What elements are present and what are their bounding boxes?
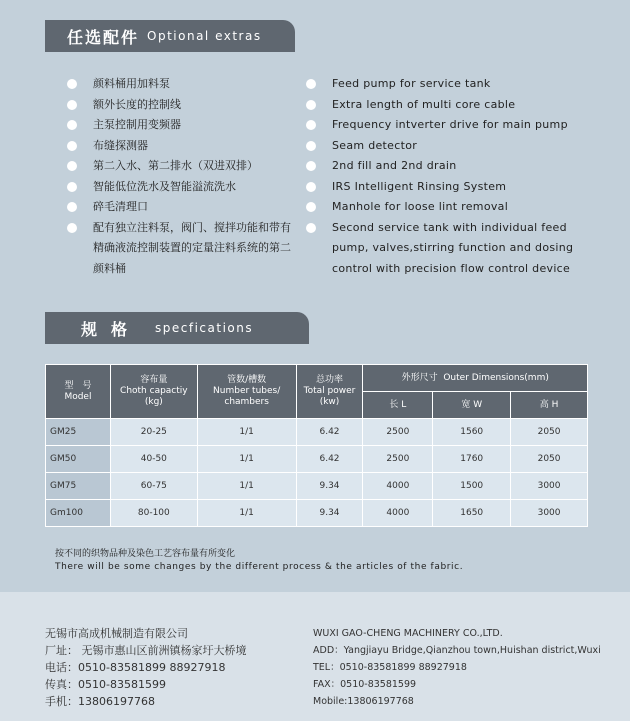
list-item: 2nd fill and 2nd drain xyxy=(306,156,606,177)
bullet-icon xyxy=(306,161,316,171)
spec-section-header xyxy=(45,312,309,344)
header-tubes: 管数/槽数 Number tubes/ chambers xyxy=(197,365,296,419)
extras-list-en xyxy=(306,74,606,279)
company-name-en: WUXI GAO-CHENG MACHINERY CO.,LTD. xyxy=(313,628,503,639)
extras-title-en: Optional extras xyxy=(147,29,262,43)
table-row: Gm100 80-100 1/1 9.34 4000 1650 3000 xyxy=(46,500,588,527)
header-width: 宽 W xyxy=(433,392,511,419)
list-item: 主泵控制用变频器 xyxy=(67,115,297,136)
bullet-icon xyxy=(67,100,77,110)
bullet-icon xyxy=(67,202,77,212)
bullet-icon xyxy=(67,161,77,171)
spec-table xyxy=(45,364,588,527)
spec-title-en: specfications xyxy=(155,321,254,335)
list-item: Seam detector xyxy=(306,136,606,157)
bullet-icon xyxy=(306,100,316,110)
header-power: 总功率 Total power (kw) xyxy=(296,365,363,419)
bullet-icon xyxy=(67,223,77,233)
fax-en: FAX：0510-83581599 xyxy=(313,679,417,690)
address-cn: 厂址： 无锡市惠山区前洲镇杨家圩大桥境 xyxy=(45,644,247,657)
spec-title-cn: 规格 xyxy=(81,319,142,339)
footer xyxy=(0,592,630,721)
header-height: 高 H xyxy=(511,392,588,419)
phone-en: TEL：0510-83581899 88927918 xyxy=(313,662,467,673)
bullet-icon xyxy=(306,182,316,192)
list-item: 第二入水、第二排水（双进双排） xyxy=(67,156,297,177)
list-item: IRS Intelligent Rinsing System xyxy=(306,177,606,198)
bullet-icon xyxy=(67,79,77,89)
table-row: GM75 60-75 1/1 9.34 4000 1500 3000 xyxy=(46,473,588,500)
bullet-icon xyxy=(306,223,316,233)
list-item: 额外长度的控制线 xyxy=(67,95,297,116)
address-en: ADD：Yangjiayu Bridge,Qianzhou town,Huishan district,Wuxi xyxy=(313,645,601,656)
extras-section-header xyxy=(45,20,295,52)
bullet-icon xyxy=(306,120,316,130)
bullet-icon xyxy=(306,141,316,151)
list-item: 颜料桶用加料泵 xyxy=(67,74,297,95)
note-cn: 按不同的织物品种及染色工艺容布量有所变化 xyxy=(55,549,236,559)
footer-contact-cn xyxy=(45,625,247,710)
bullet-icon xyxy=(306,202,316,212)
list-item: 配有独立注料泵，阀门、搅拌功能和带有精确液流控制装置的定量注料系统的第二颜料桶 xyxy=(67,218,297,280)
table-row: GM50 40-50 1/1 6.42 2500 1760 2050 xyxy=(46,446,588,473)
bullet-icon xyxy=(306,79,316,89)
list-item: 布缝探测器 xyxy=(67,136,297,157)
list-item: Manhole for loose lint removal xyxy=(306,197,606,218)
company-name-cn: 无锡市高成机械制造有限公司 xyxy=(45,627,188,640)
mobile-cn: 手机：13806197768 xyxy=(45,695,155,708)
extras-list-cn xyxy=(67,74,297,279)
header-length: 长 L xyxy=(363,392,433,419)
bullet-icon xyxy=(67,141,77,151)
extras-title-cn: 任选配件 xyxy=(67,27,140,47)
bullet-icon xyxy=(67,120,77,130)
list-item: 智能低位洗水及智能溢流洗水 xyxy=(67,177,297,198)
phone-cn: 电话：0510-83581899 88927918 xyxy=(45,661,226,674)
fax-cn: 传真：0510-83581599 xyxy=(45,678,166,691)
table-row: GM25 20-25 1/1 6.42 2500 1560 2050 xyxy=(46,419,588,446)
bullet-icon xyxy=(67,182,77,192)
mobile-en: Mobile:13806197768 xyxy=(313,696,414,707)
list-item: 碎毛清理口 xyxy=(67,197,297,218)
header-model: 型 号 Model xyxy=(46,365,111,419)
header-dimensions: 外形尺寸 Outer Dimensions(mm) xyxy=(363,365,588,392)
header-capacity: 容布量 Choth capactiy (kg) xyxy=(110,365,197,419)
list-item: Feed pump for service tank xyxy=(306,74,606,95)
list-item: Frequency intverter drive for main pump xyxy=(306,115,606,136)
footer-contact-en xyxy=(313,625,601,710)
list-item: Extra length of multi core cable xyxy=(306,95,606,116)
list-item: Second service tank with individual feed pump, valves,stirring function and dosing control with precision flow control device xyxy=(306,218,606,280)
note-en: There will be some changes by the different process & the articles of the fabric. xyxy=(55,562,464,572)
